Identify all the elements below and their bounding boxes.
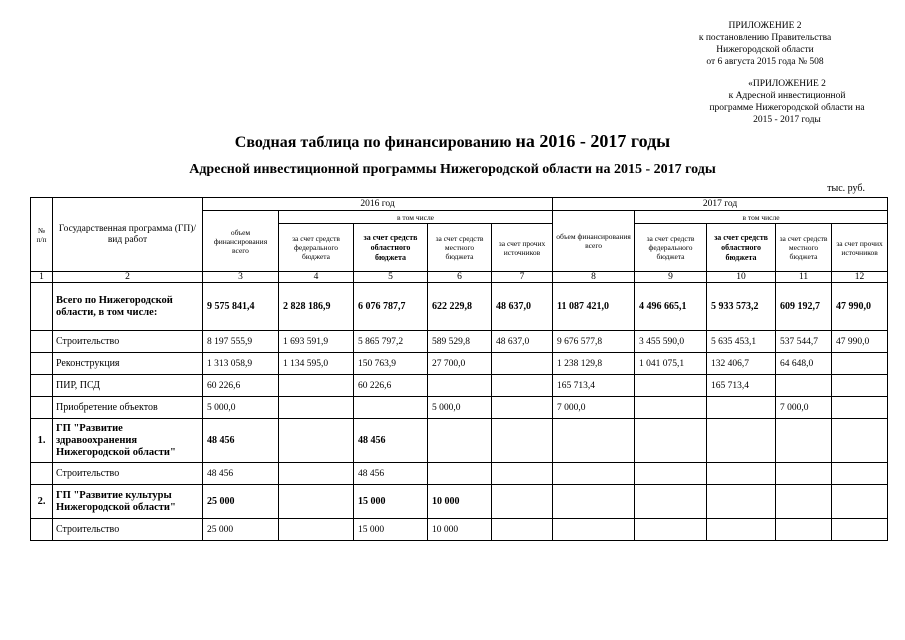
row-value [707, 519, 776, 541]
row-value: 8 197 555,9 [203, 331, 279, 353]
row-value: 1 693 591,9 [279, 331, 354, 353]
row-value: 6 076 787,7 [354, 283, 428, 331]
row-value: 15 000 [354, 485, 428, 519]
row-value: 3 455 590,0 [635, 331, 707, 353]
row-number [31, 283, 53, 331]
col-header-total-2017: объем финансирования всего [553, 211, 635, 272]
row-value: 1 041 075,1 [635, 353, 707, 375]
col-header-federal-2016: за счет средств федерального бюджета [279, 224, 354, 272]
row-value: 48 637,0 [492, 331, 553, 353]
row-value: 60 226,6 [203, 375, 279, 397]
row-value [776, 485, 832, 519]
row-value: 132 406,7 [707, 353, 776, 375]
col-header-local-2016: за счет средств местного бюджета [428, 224, 492, 272]
row-value [492, 485, 553, 519]
row-value [553, 485, 635, 519]
col-header-local-2017: за счет средств местного бюджета [776, 224, 832, 272]
row-value: 10 000 [428, 519, 492, 541]
row-value: 48 456 [354, 419, 428, 463]
row-value [832, 485, 888, 519]
row-value: 7 000,0 [553, 397, 635, 419]
row-value [279, 519, 354, 541]
col-header-2017: 2017 год [553, 198, 888, 211]
row-value [635, 397, 707, 419]
row-value: 7 000,0 [776, 397, 832, 419]
col-header-other-2016: за счет прочих источников [492, 224, 553, 272]
table-row [31, 397, 888, 419]
row-value [492, 397, 553, 419]
table-row [31, 463, 888, 485]
appendix-line: 2015 - 2017 годы [753, 115, 821, 125]
col-header-num: № п/п [31, 198, 53, 272]
row-value: 47 990,0 [832, 283, 888, 331]
appendix-header [665, 20, 865, 68]
row-value: 25 000 [203, 519, 279, 541]
row-value: 1 238 129,8 [553, 353, 635, 375]
row-name: Строительство [53, 331, 203, 353]
row-number [31, 397, 53, 419]
row-value [707, 463, 776, 485]
table-row [31, 353, 888, 375]
col-header-federal-2017: за счет средств федерального бюджета [635, 224, 707, 272]
row-value [428, 419, 492, 463]
col-header-regional-2017: за счет средств областного бюджета [707, 224, 776, 272]
row-value [635, 419, 707, 463]
row-value: 48 456 [354, 463, 428, 485]
col-number: 2 [53, 272, 203, 283]
row-value: 48 637,0 [492, 283, 553, 331]
page-subtitle: Адресной инвестиционной программы Нижегородской области на 2015 - 2017 годы [189, 162, 716, 177]
row-name: Реконструкция [53, 353, 203, 375]
row-name: Строительство [53, 463, 203, 485]
table-row [31, 419, 888, 463]
row-value [707, 419, 776, 463]
row-number [31, 353, 53, 375]
financing-table [30, 197, 888, 541]
row-number [31, 331, 53, 353]
row-value [279, 419, 354, 463]
row-value [832, 519, 888, 541]
col-header-program: Государственная программа (ГП)/ вид работ [53, 198, 203, 272]
row-value [635, 375, 707, 397]
row-value [279, 397, 354, 419]
col-header-including-2016: в том числе [279, 211, 553, 224]
row-value: 10 000 [428, 485, 492, 519]
row-number: 2. [31, 485, 53, 519]
row-value: 5 865 797,2 [354, 331, 428, 353]
appendix-line: к Адресной инвестиционной [728, 91, 846, 101]
row-value: 9 676 577,8 [553, 331, 635, 353]
row-value [776, 419, 832, 463]
row-value [492, 519, 553, 541]
col-header-other-2017: за счет прочих источников [832, 224, 888, 272]
row-value: 60 226,6 [354, 375, 428, 397]
row-value: 622 229,8 [428, 283, 492, 331]
row-value: 47 990,0 [832, 331, 888, 353]
row-value [776, 463, 832, 485]
appendix-line: Нижегородской области [716, 45, 814, 55]
row-value [354, 397, 428, 419]
row-value [776, 519, 832, 541]
appendix-line: к постановлению Правительства [698, 33, 832, 43]
col-number: 1 [31, 272, 53, 283]
appendix-line: от 6 августа 2015 года № 508 [706, 57, 824, 67]
row-value [492, 353, 553, 375]
col-number: 11 [776, 272, 832, 283]
appendix-header-2 [687, 78, 887, 126]
row-value [279, 463, 354, 485]
row-value [279, 375, 354, 397]
col-number: 6 [428, 272, 492, 283]
col-number: 9 [635, 272, 707, 283]
col-number: 3 [203, 272, 279, 283]
row-value: 5 933 573,2 [707, 283, 776, 331]
table-row [31, 283, 888, 331]
row-value [635, 485, 707, 519]
row-name: Приобретение объектов [53, 397, 203, 419]
row-value: 4 496 665,1 [635, 283, 707, 331]
title-part2: на 2016 - 2017 годы [515, 131, 671, 151]
row-value: 9 575 841,4 [203, 283, 279, 331]
row-value: 64 648,0 [776, 353, 832, 375]
row-name: ГП "Развитие здравоохранения Нижегородской области" [53, 419, 203, 463]
row-value: 165 713,4 [553, 375, 635, 397]
row-name: ГП "Развитие культуры Нижегородской области" [53, 485, 203, 519]
row-value: 1 313 058,9 [203, 353, 279, 375]
col-number: 7 [492, 272, 553, 283]
row-value: 5 000,0 [203, 397, 279, 419]
row-value [832, 375, 888, 397]
row-name: ПИР, ПСД [53, 375, 203, 397]
row-number [31, 519, 53, 541]
table-row [31, 519, 888, 541]
row-number: 1. [31, 419, 53, 463]
row-value [428, 463, 492, 485]
row-value [492, 419, 553, 463]
row-value [492, 375, 553, 397]
row-value [776, 375, 832, 397]
row-value: 2 828 186,9 [279, 283, 354, 331]
row-value: 48 456 [203, 463, 279, 485]
col-number: 5 [354, 272, 428, 283]
row-name: Всего по Нижегородской области, в том числе: [53, 283, 203, 331]
row-name: Строительство [53, 519, 203, 541]
title-part1: Сводная таблица по финансированию [234, 134, 516, 151]
col-number: 4 [279, 272, 354, 283]
table-row [31, 485, 888, 519]
row-number [31, 463, 53, 485]
row-value [832, 353, 888, 375]
appendix-line: ПРИЛОЖЕНИЕ 2 [728, 21, 802, 31]
row-value: 11 087 421,0 [553, 283, 635, 331]
col-header-total-2016: объем финансирования всего [203, 211, 279, 272]
row-value [707, 485, 776, 519]
page-title [0, 131, 905, 152]
row-value: 15 000 [354, 519, 428, 541]
row-value: 1 134 595,0 [279, 353, 354, 375]
col-header-2016: 2016 год [203, 198, 553, 211]
row-value: 609 192,7 [776, 283, 832, 331]
row-value: 589 529,8 [428, 331, 492, 353]
appendix-line: «ПРИЛОЖЕНИЕ 2 [748, 79, 826, 89]
row-number [31, 375, 53, 397]
row-value [492, 463, 553, 485]
row-value [832, 463, 888, 485]
row-value [553, 463, 635, 485]
row-value [279, 485, 354, 519]
col-header-regional-2016: за счет средств областного бюджета [354, 224, 428, 272]
row-value: 5 000,0 [428, 397, 492, 419]
row-value: 165 713,4 [707, 375, 776, 397]
row-value [707, 397, 776, 419]
row-value: 150 763,9 [354, 353, 428, 375]
row-value [553, 419, 635, 463]
table-row [31, 331, 888, 353]
row-value [635, 519, 707, 541]
col-number: 10 [707, 272, 776, 283]
row-value: 537 544,7 [776, 331, 832, 353]
col-number: 8 [553, 272, 635, 283]
col-number: 12 [832, 272, 888, 283]
table-row [31, 375, 888, 397]
row-value [832, 397, 888, 419]
row-value [553, 519, 635, 541]
row-value: 25 000 [203, 485, 279, 519]
row-value: 48 456 [203, 419, 279, 463]
col-header-including-2017: в том числе [635, 211, 888, 224]
units-label: тыс. руб. [827, 183, 865, 194]
appendix-line: программе Нижегородской области на [709, 103, 865, 113]
row-value [635, 463, 707, 485]
row-value [832, 419, 888, 463]
table-body [31, 283, 888, 541]
row-value: 27 700,0 [428, 353, 492, 375]
row-value: 5 635 453,1 [707, 331, 776, 353]
row-value [428, 375, 492, 397]
